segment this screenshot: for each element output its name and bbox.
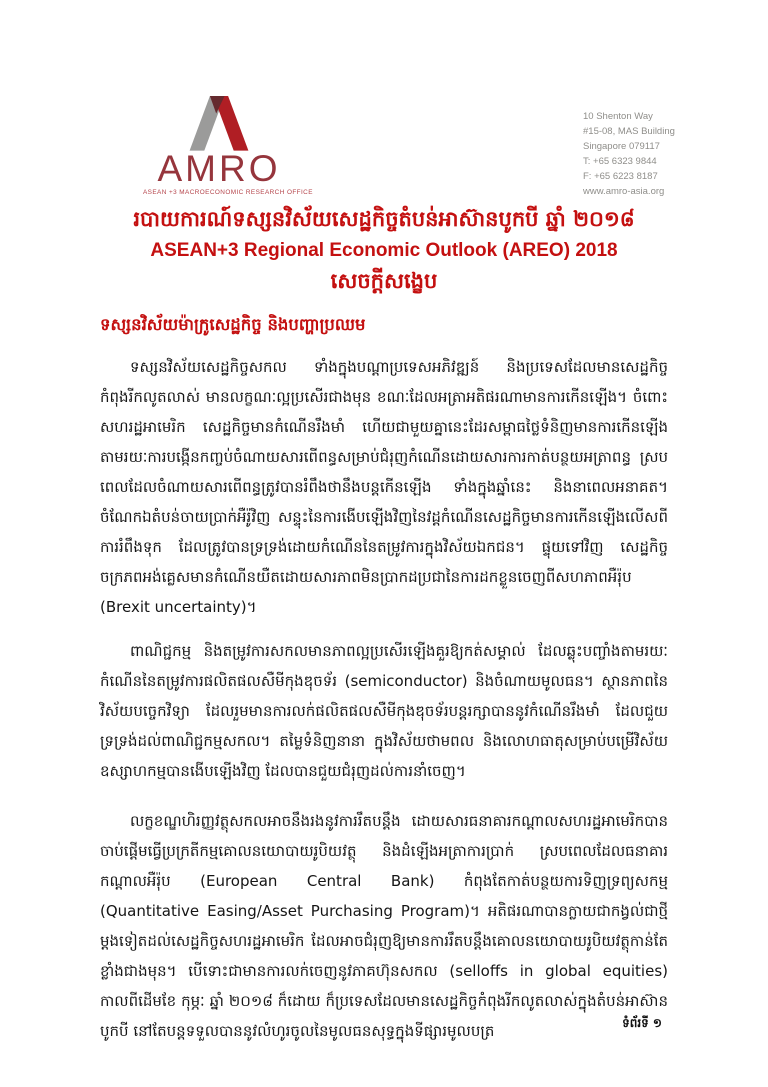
document-body	[100, 352, 668, 1046]
amro-logo-mark-icon	[183, 96, 255, 152]
address-line: Singapore 079117	[583, 141, 660, 152]
report-title-english: ASEAN+3 Regional Economic Outlook (AREO) 2018	[150, 240, 618, 261]
address-line-phone: T: +65 6323 9844	[583, 156, 657, 167]
address-line: 10 Shenton Way	[583, 111, 653, 122]
page-number: ទំព័រទី ១	[622, 1016, 662, 1030]
paragraph-trade-demand: ពាណិជ្ជកម្ម និងតម្រូវការសកលមានភាពល្អប្រសើរឡើងគួរឱ្យកត់សម្គាល់ ដែលឆ្លុះបញ្ចាំងតាមរយៈកំណើននៃតម្រូវការផលិតផលសឺមីកុងឌុចទ័រ (semiconductor) និងចំណាយមូលធន។ ស្ថានភាពនៃវិស័យបច្ចេកវិទ្យា ដែលរួមមានការលក់ផលិតផលសឺមីកុងឌុចទ័របន្តរក្សាបាននូវកំណើនរឹងមាំ ដែលជួយទ្រទ្រង់ដល់ពាណិជ្ជកម្មសកល។ តម្លៃទំនិញនានា ក្នុងវិស័យថាមពល និងលោហធាតុសម្រាប់បម្រើវិស័យឧស្សាហកម្មបានងើបឡើងវិញ ដែលបានជួយជំរុញដល់ការនាំចេញ។	[100, 642, 668, 780]
title-block	[0, 203, 768, 296]
amro-logo	[143, 96, 313, 196]
logo-tagline: ASEAN +3 MACROECONOMIC RESEARCH OFFICE	[143, 189, 313, 196]
paragraph-financial-conditions: លក្ខខណ្ឌហិរញ្ញវត្ថុសកលអាចនឹងរងនូវការរឹតបន្តឹង ដោយសារធនាគារកណ្តាលសហរដ្ឋអាមេរិកបានចាប់ផ្តើមធ្វើប្រក្រតីកម្មគោលនយោបាយរូបិយវត្ថុ និងដំឡើងអត្រាការប្រាក់ ស្របពេលដែលធនាគារកណ្តាលអឺរ៉ុប (European Central Bank) កំពុងតែកាត់បន្ថយការទិញទ្រព្យសកម្ម (Quantitative Easing/Asset Purchasing Program)។ អតិផរណាបានក្លាយជាកង្វល់ជាថ្មីម្តងទៀតដល់សេដ្ឋកិច្ចសហរដ្ឋអាមេរិក ដែលអាចជំរុញឱ្យមានការរឹតបន្តឹងគោលនយោបាយរូបិយវត្ថុកាន់តែខ្លាំងជាងមុន។ បើទោះជាមានការលក់ចេញនូវភាគហ៊ុនសកល (selloffs in global equities) កាលពីដើមខែ កុម្ភៈ ឆ្នាំ ២០១៨ ក៏ដោយ ក៏ប្រទេសដែលមានសេដ្ឋកិច្ចកំពុងរីកលូតលាស់ក្នុងតំបន់អាស៊ានបូកបី នៅតែបន្តទទួលបាននូវលំហូរចូលនៃមូលធនសុទ្ធក្នុងទីផ្សារមូលបត្រ	[100, 812, 668, 1040]
section-heading: ទស្សនវិស័យម៉ាក្រូសេដ្ឋកិច្ច និងបញ្ហាប្រឈម	[100, 315, 366, 334]
address-line-website: www.amro-asia.org	[583, 186, 665, 197]
address-line: #15-08, MAS Building	[583, 126, 675, 137]
report-title-khmer: របាយការណ៍ទស្សនវិស័យសេដ្ឋកិច្ចតំបន់អាស៊ានបូកបី ឆ្នាំ ២០១៨	[133, 207, 635, 231]
address-line-fax: F: +65 6223 8187	[583, 171, 658, 182]
address-block	[583, 109, 675, 199]
report-subtitle-khmer: សេចក្តីសង្ខេប	[330, 269, 438, 293]
paragraph-global-outlook: ទស្សនវិស័យសេដ្ឋកិច្ចសកល ទាំងក្នុងបណ្តាប្រទេសអភិវឌ្ឍន៍ និងប្រទេសដែលមានសេដ្ឋកិច្ចកំពុងរីកលូតលាស់ មានលក្ខណៈល្អប្រសើរជាងមុន ខណៈដែលអត្រាអតិផរណាមានការកើនឡើង។ ចំពោះសហរដ្ឋអាមេរិក សេដ្ឋកិច្ចមានកំណើនរឹងមាំ ហើយជាមួយគ្នានេះដែរសម្ពាធថ្លៃទំនិញមានការកើនឡើង តាមរយៈការបង្កើនកញ្ចប់ចំណាយសារពើពន្ធសម្រាប់ជំរុញកំណើនដោយសារការកាត់បន្ថយអត្រាពន្ធ ស្របពេលដែលចំណាយសារពើពន្ធត្រូវបានរំពឹងថានឹងបន្តកើនឡើង ទាំងក្នុងឆ្នាំនេះ និងនាពេលអនាគត។ ចំណែកឯតំបន់ចាយប្រាក់អឺរ៉ូវិញ សន្ទុះនៃការងើបឡើងវិញនៃវដ្តកំណើនសេដ្ឋកិច្ចមានការកើនឡើងលើសពីការរំពឹងទុក ដែលត្រូវបានទ្រទ្រង់ដោយកំណើននៃតម្រូវការក្នុងវិស័យឯកជន។ ផ្ទុយទៅវិញ សេដ្ឋកិច្ចចក្រភពអង់គ្លេសមានកំណើនយឺតដោយសារភាពមិនប្រាកដប្រជានៃការដកខ្លួនចេញពីសហភាពអឺរ៉ុប (Brexit uncertainty)។	[100, 358, 668, 616]
logo-wordmark: AMRO	[157, 148, 281, 189]
